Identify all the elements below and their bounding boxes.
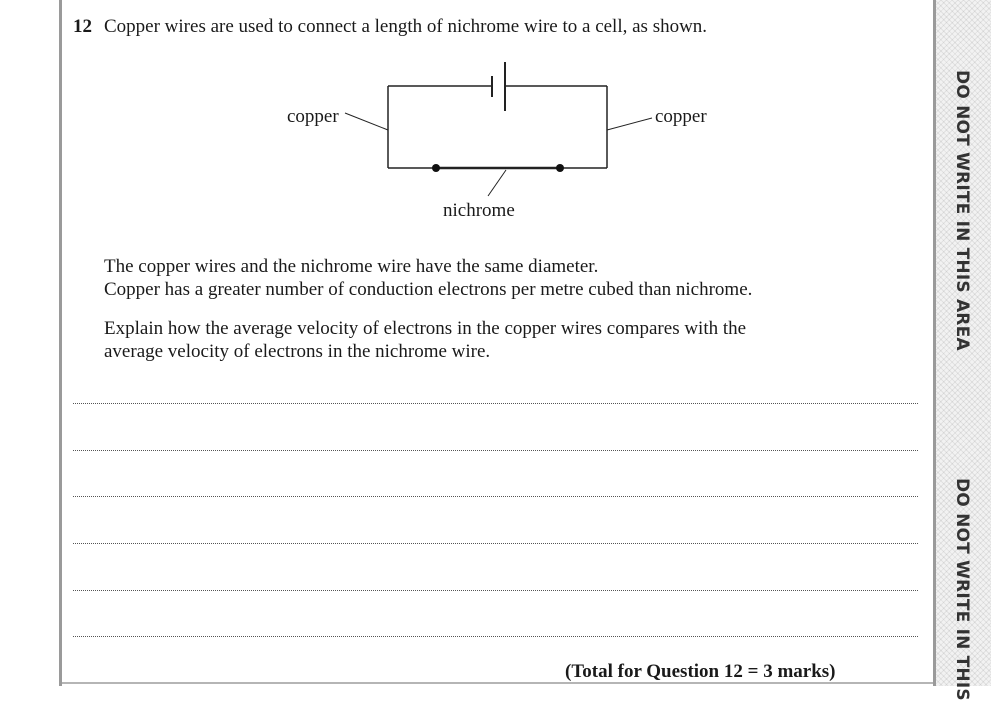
info-line: The copper wires and the nichrome wire have the same diameter. bbox=[104, 256, 599, 277]
copper-right-leader bbox=[607, 118, 652, 130]
label-copper-left: copper bbox=[287, 106, 339, 127]
task-paragraph bbox=[104, 317, 746, 363]
answer-line[interactable] bbox=[73, 543, 918, 544]
info-line: Copper has a greater number of conduction electrons per metre cubed than nichrome. bbox=[104, 279, 753, 300]
answer-line[interactable] bbox=[73, 590, 918, 591]
margin-warning-text: DO NOT WRITE IN THIS AREA bbox=[952, 70, 972, 351]
task-line: average velocity of electrons in the nichrome wire. bbox=[104, 341, 491, 362]
info-paragraph bbox=[104, 255, 752, 301]
label-copper-right: copper bbox=[655, 106, 707, 127]
label-nichrome: nichrome bbox=[443, 200, 515, 221]
answer-line[interactable] bbox=[73, 403, 918, 404]
total-marks: (Total for Question 12 = 3 marks) bbox=[565, 661, 836, 682]
question-intro: Copper wires are used to connect a length of nichrome wire to a cell, as shown. bbox=[104, 16, 708, 37]
bottom-rule bbox=[62, 682, 933, 684]
junction-left bbox=[432, 164, 440, 172]
nichrome-leader bbox=[488, 170, 506, 196]
answer-line[interactable] bbox=[73, 636, 918, 637]
junction-right bbox=[556, 164, 564, 172]
answer-line[interactable] bbox=[73, 496, 918, 497]
task-line: Explain how the average velocity of electrons in the copper wires compares with the bbox=[104, 318, 747, 339]
answer-line[interactable] bbox=[73, 450, 918, 451]
copper-left-leader bbox=[345, 113, 388, 130]
margin-warning-text-2: DO NOT WRITE IN THIS bbox=[952, 478, 972, 701]
question-number: 12 bbox=[73, 16, 92, 37]
